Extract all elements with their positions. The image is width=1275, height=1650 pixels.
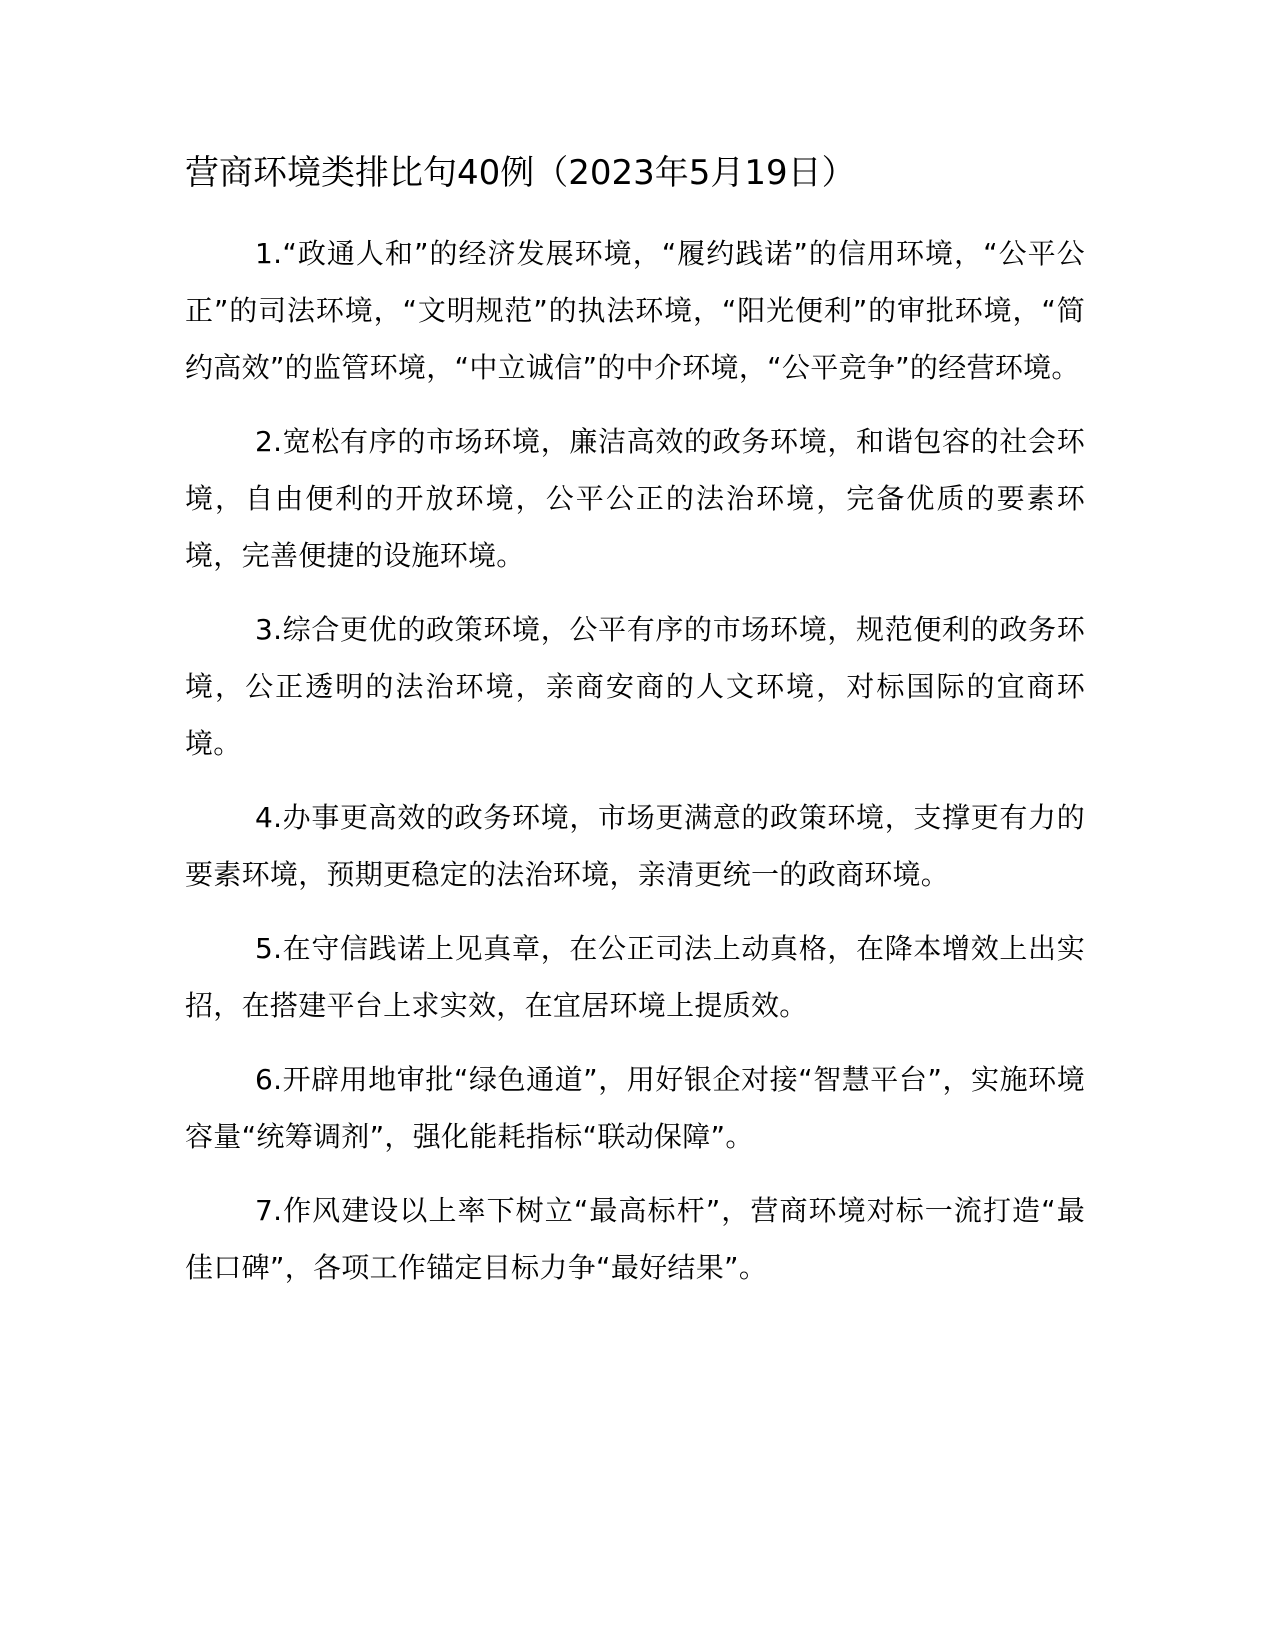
paragraph-7: 7.作风建设以上率下树立“最高标杆”，营商环境对标一流打造“最佳口碑”，各项工作锚定目标力争“最好结果”。 — [185, 1194, 1085, 1284]
paragraph-1: 1.“政通人和”的经济发展环境，“履约践诺”的信用环境，“公平公正”的司法环境，“文明规范”的执法环境，“阳光便利”的审批环境，“简约高效”的监管环境，“中立诚信”的中介环境，“公平竞争”的经营环境。 — [185, 237, 1085, 384]
paragraph-3: 3.综合更优的政策环境，公平有序的市场环境，规范便利的政务环境，公正透明的法治环境，亲商安商的人文环境，对标国际的宜商环境。 — [185, 613, 1085, 760]
paragraph-6: 6.开辟用地审批“绿色通道”，用好银企对接“智慧平台”，实施环境容量“统筹调剂”，强化能耗指标“联动保障”。 — [185, 1063, 1085, 1153]
paragraph-4: 4.办事更高效的政务环境，市场更满意的政策环境，支撑更有力的要素环境，预期更稳定的法治环境，亲清更统一的政商环境。 — [185, 801, 1085, 891]
document-title: 营商环境类排比句40例（2023年5月19日） — [185, 153, 856, 193]
paragraph-2: 2.宽松有序的市场环境，廉洁高效的政务环境，和谐包容的社会环境，自由便利的开放环境，公平公正的法治环境，完备优质的要素环境，完善便捷的设施环境。 — [185, 425, 1085, 572]
paragraph-5: 5.在守信践诺上见真章，在公正司法上动真格，在降本增效上出实招，在搭建平台上求实效，在宜居环境上提质效。 — [185, 932, 1085, 1022]
document-body — [185, 225, 1085, 1313]
